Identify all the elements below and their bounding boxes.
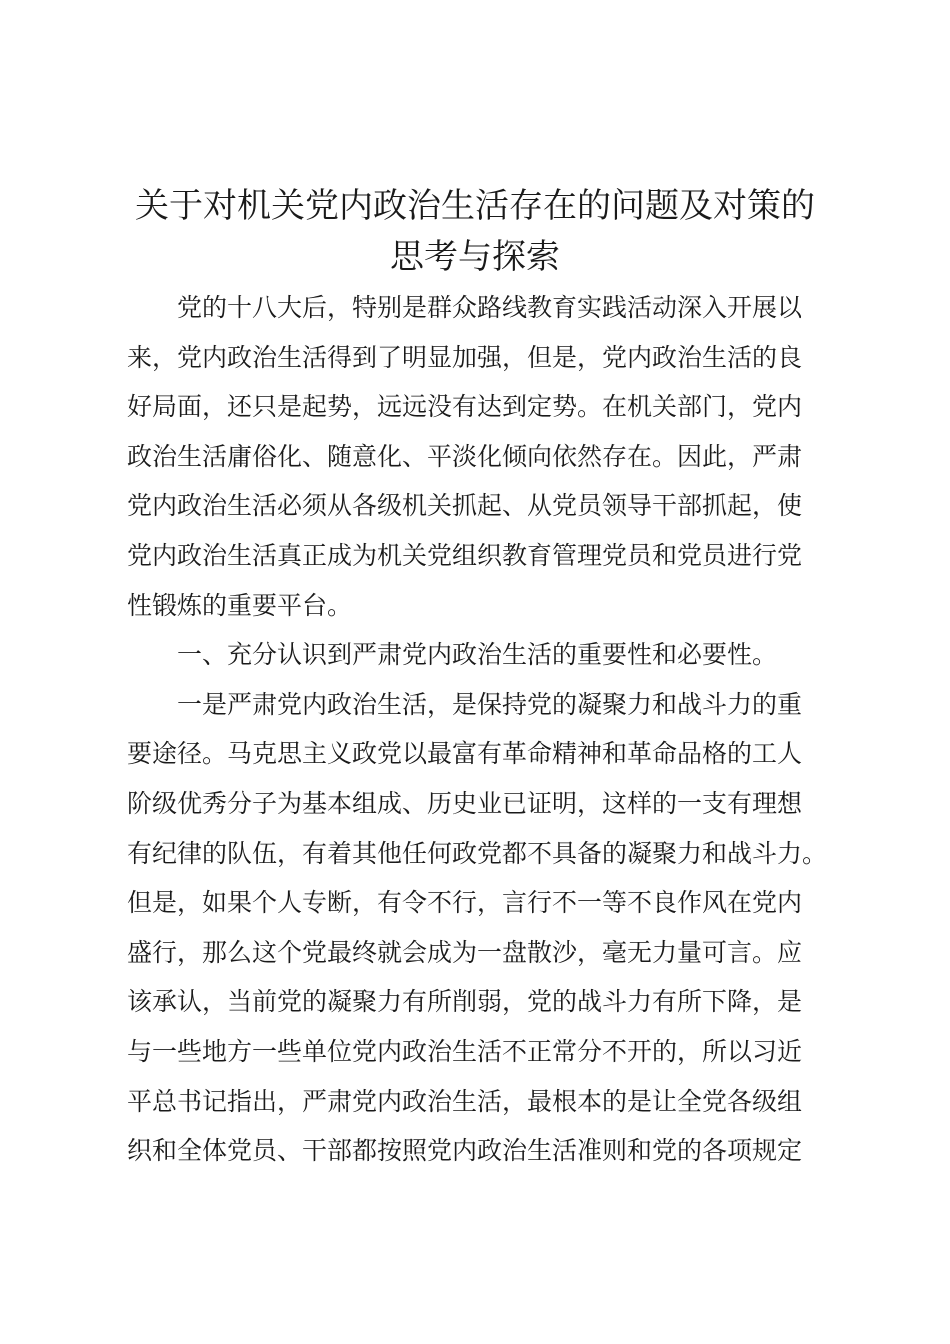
title-line: 思考与探索 (390, 237, 560, 277)
text-line: 与一些地方一些单位党内政治生活不正常分不开的，所以习近 (127, 1036, 803, 1066)
text-line: 平总书记指出，严肃党内政治生活，最根本的是让全党各级组 (127, 1086, 803, 1116)
text-line: 政治生活庸俗化、随意化、平淡化倾向依然存在。因此，严肃 (127, 441, 803, 471)
document-body (127, 283, 835, 1176)
text-line: 有纪律的队伍，有着其他任何政党都不具备的凝聚力和战斗力。 (127, 838, 828, 868)
text-line: 党内政治生活真正成为机关党组织教育管理党员和党员进行党 (127, 540, 803, 570)
text-line: 性锻炼的重要平台。 (127, 590, 353, 620)
paragraph-intro (127, 283, 835, 630)
text-line: 但是，如果个人专断，有令不行，言行不一等不良作风在党内 (127, 888, 803, 918)
text-line: 阶级优秀分子为基本组成、历史业已证明，这样的一支有理想 (127, 788, 803, 818)
paragraph-point-one (127, 680, 835, 1176)
text-line: 织和全体党员、干部都按照党内政治生活准则和党的各项规定 (127, 1136, 803, 1166)
text-line: 党内政治生活必须从各级机关抓起、从党员领导干部抓起，使 (127, 491, 803, 521)
text-line: 一、充分认识到严肃党内政治生活的重要性和必要性。 (177, 640, 778, 670)
text-line: 盛行，那么这个党最终就会成为一盘散沙，毫无力量可言。应 (127, 937, 803, 967)
text-line: 来，党内政治生活得到了明显加强，但是，党内政治生活的良 (127, 342, 803, 372)
text-line: 好局面，还只是起势，远远没有达到定势。在机关部门，党内 (127, 392, 803, 422)
document-title (110, 181, 840, 283)
text-line: 要途径。马克思主义政党以最富有革命精神和革命品格的工人 (127, 739, 803, 769)
text-line: 一是严肃党内政治生活，是保持党的凝聚力和战斗力的重 (177, 689, 803, 719)
section-heading (127, 630, 835, 680)
title-line: 关于对机关党内政治生活存在的问题及对策的 (135, 186, 815, 226)
text-line: 该承认，当前党的凝聚力有所削弱，党的战斗力有所下降，是 (127, 987, 803, 1017)
text-line: 党的十八大后，特别是群众路线教育实践活动深入开展以 (177, 293, 803, 322)
